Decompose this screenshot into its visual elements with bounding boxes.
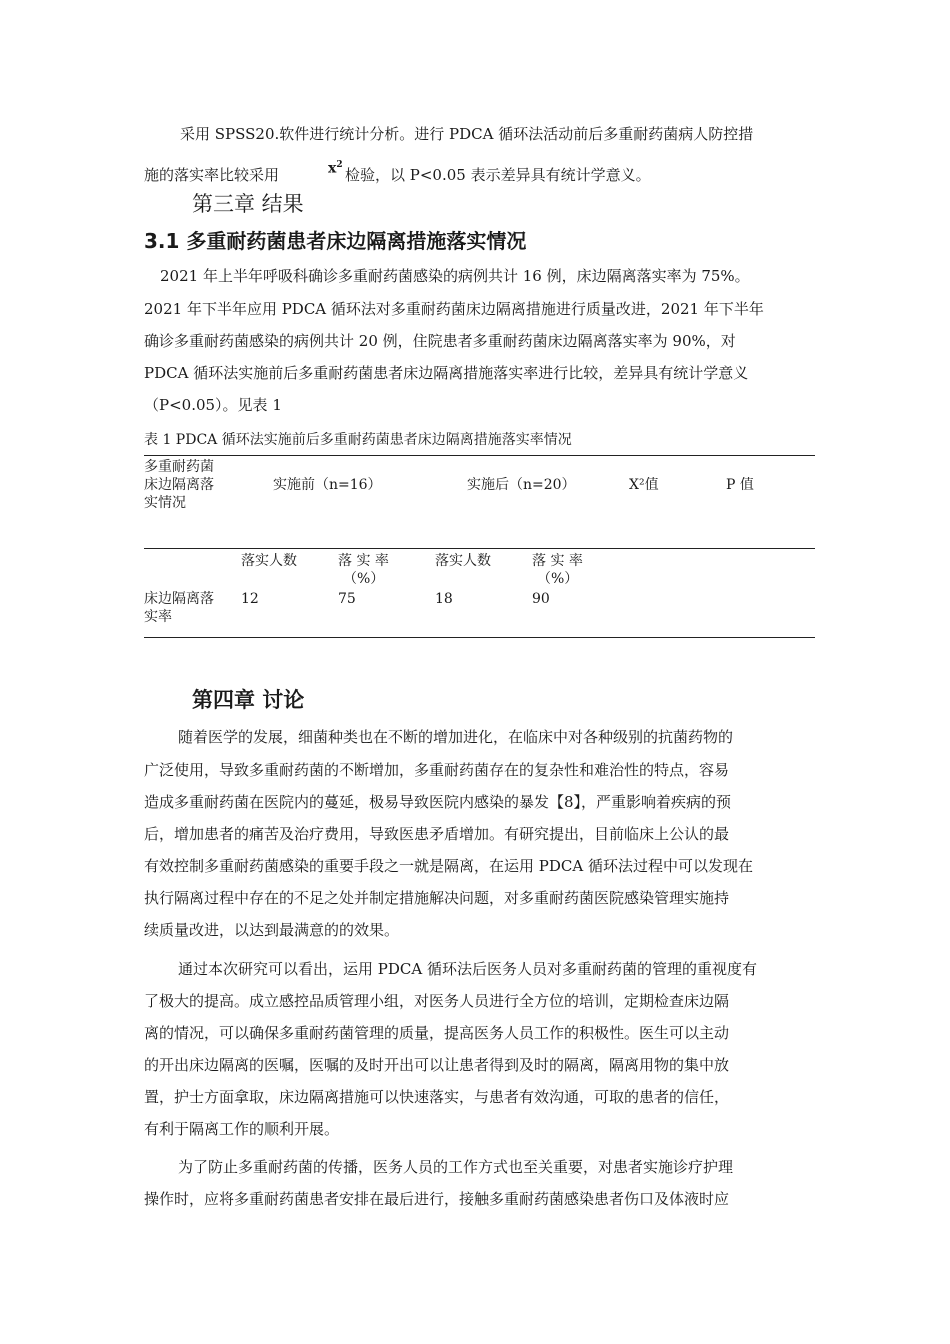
subheader-count-after: 落实人数: [435, 553, 491, 569]
subheader-count-before: 落实人数: [241, 553, 297, 569]
header-before: 实施前（n=16）: [273, 477, 382, 493]
para3-line-2: 操作时，应将多重耐药菌患者安排在最后进行，接触多重耐药菌感染患者伤口及体液时应: [144, 1190, 730, 1208]
para1-line-7: 续质量改进，以达到最满意的的效果。: [144, 921, 400, 939]
row-after-rate: 90: [532, 591, 550, 607]
section-line-3: 确诊多重耐药菌感染的病例共计 20 例，住院患者多重耐药菌床边隔离落实率为 90%，对: [144, 332, 736, 350]
section-3-1-title: 3.1 多重耐药菌患者床边隔离措施落实情况: [144, 229, 527, 253]
row-before-count: 12: [241, 591, 259, 607]
header-col1-line3: 实情况: [144, 495, 186, 511]
subheader-rate-after-2: （%）: [537, 571, 579, 587]
row-label-line1: 床边隔离落: [144, 591, 214, 607]
para2-line-2: 了极大的提高。成立感控品质管理小组，对医务人员进行全方位的培训，定期检查床边隔: [144, 992, 730, 1010]
para2-line-6: 有利于隔离工作的顺利开展。: [144, 1120, 340, 1138]
para1-line-4: 后，增加患者的痛苦及治疗费用，导致医患矛盾增加。有研究提出，目前临床上公认的最: [144, 825, 730, 843]
section-line-2: 2021 年下半年应用 PDCA 循环法对多重耐药菌床边隔离措施进行质量改进，2021 年下半年: [144, 300, 764, 318]
para1-line-2: 广泛使用，导致多重耐药菌的不断增加，多重耐药菌存在的复杂性和难治性的特点，容易: [144, 761, 730, 779]
intro-line-2a: 施的落实率比较采用: [144, 166, 280, 184]
intro-line-2b: 检验，以 P<0.05 表示差异具有统计学意义。: [345, 166, 651, 184]
para1-line-5: 有效控制多重耐药菌感染的重要手段之一就是隔离，在运用 PDCA 循环法过程中可以发现在: [144, 857, 753, 875]
subheader-rate-before-1: 落 实 率: [338, 553, 389, 569]
row-after-count: 18: [435, 591, 453, 607]
table-mid-rule: [144, 548, 815, 549]
header-chi: X²值: [629, 477, 659, 493]
section-line-5: （P<0.05）。见表 1: [144, 396, 282, 414]
para2-line-4: 的开出床边隔离的医嘱，医嘱的及时开出可以让患者得到及时的隔离，隔离用物的集中放: [144, 1056, 730, 1074]
header-p: P 值: [726, 477, 754, 493]
para1-line-6: 执行隔离过程中存在的不足之处并制定措施解决问题，对多重耐药菌医院感染管理实施持: [144, 889, 730, 907]
row-before-rate: 75: [338, 591, 356, 607]
header-col1-line1: 多重耐药菌: [144, 459, 214, 475]
para3-line-1: 为了防止多重耐药菌的传播，医务人员的工作方式也至关重要，对患者实施诊疗护理: [178, 1158, 734, 1176]
table-top-rule: [144, 455, 815, 456]
para1-line-3: 造成多重耐药菌在医院内的蔓延，极易导致医院内感染的暴发【8】，严重影响着疾病的预: [144, 793, 732, 811]
subheader-rate-after-1: 落 实 率: [532, 553, 583, 569]
para2-line-3: 离的情况，可以确保多重耐药菌管理的质量，提高医务人员工作的积极性。医生可以主动: [144, 1024, 730, 1042]
header-after: 实施后（n=20）: [467, 477, 576, 493]
para1-line-1: 随着医学的发展，细菌种类也在不断的增加进化，在临床中对各种级别的抗菌药物的: [178, 728, 734, 746]
section-line-1: 2021 年上半年呼吸科确诊多重耐药菌感染的病例共计 16 例，床边隔离落实率为 75%。: [160, 267, 750, 285]
table-bottom-rule: [144, 637, 815, 638]
section-line-4: PDCA 循环法实施前后多重耐药菌患者床边隔离措施落实率进行比较，差异具有统计学意义: [144, 364, 749, 382]
para2-line-1: 通过本次研究可以看出，运用 PDCA 循环法后医务人员对多重耐药菌的管理的重视度有: [178, 960, 757, 978]
chapter-4-title: 第四章 讨论: [192, 688, 305, 712]
subheader-rate-before-2: （%）: [343, 571, 385, 587]
header-col1-line2: 床边隔离落: [144, 477, 214, 493]
para2-line-5: 置，护士方面拿取，床边隔离措施可以快速落实，与患者有效沟通，可取的患者的信任，: [144, 1088, 730, 1106]
row-label-line2: 实率: [144, 609, 172, 625]
intro-line-1: 采用 SPSS20.软件进行统计分析。进行 PDCA 循环法活动前后多重耐药菌病人防控措: [180, 125, 754, 143]
chapter-3-title: 第三章 结果: [192, 192, 304, 216]
table-caption: 表 1 PDCA 循环法实施前后多重耐药菌患者床边隔离措施落实率情况: [144, 432, 572, 448]
chi-square-symbol: $x^2$: [328, 160, 343, 177]
